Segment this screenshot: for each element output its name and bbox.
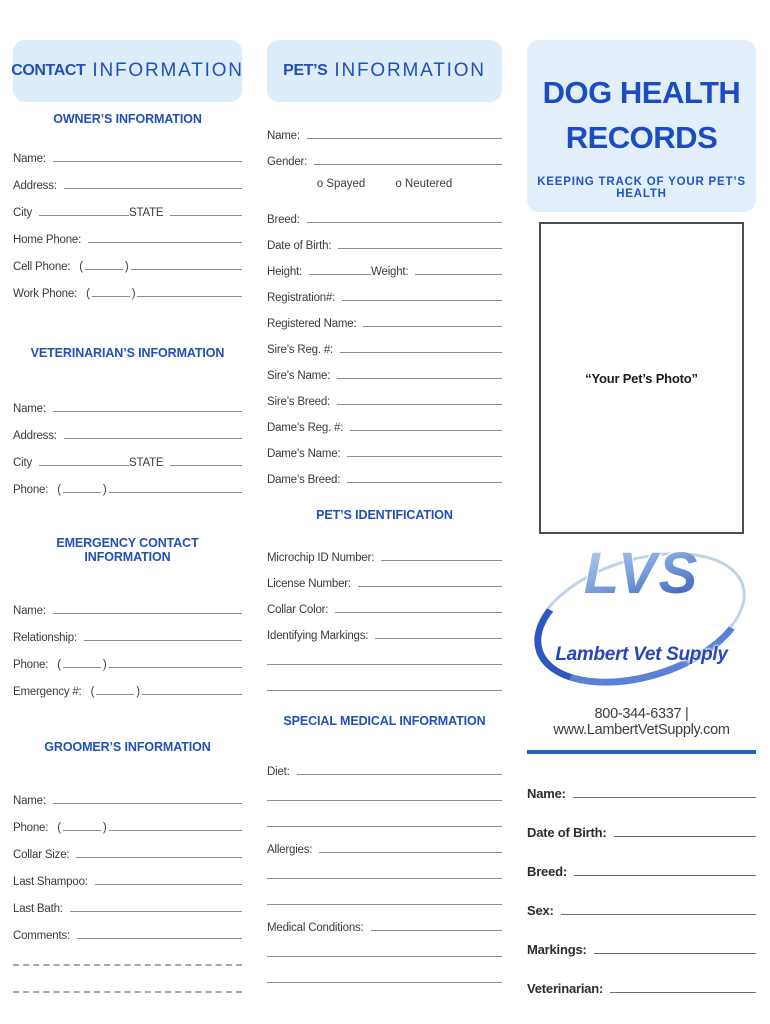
form-row (267, 278, 502, 304)
fill-in-line[interactable] (70, 909, 242, 912)
field-label: Markings: (527, 942, 587, 957)
contact-information-header (13, 40, 242, 102)
form-row (13, 273, 242, 300)
title-line-2: RECORDS (565, 120, 718, 155)
title-line-1: DOG HEALTH (542, 75, 741, 110)
form-row (267, 434, 502, 460)
field-label: Home Phone: (13, 234, 82, 246)
field-label: Microchip ID Number: (267, 552, 375, 564)
form-row (527, 840, 756, 879)
field-label: City (13, 207, 33, 219)
field-label: Collar Size: (13, 849, 70, 861)
pets-information-panel (267, 40, 502, 986)
fill-in-line[interactable] (347, 454, 502, 457)
field-label: ) (131, 288, 136, 300)
fill-in-line[interactable] (64, 186, 242, 189)
section-title: PET’S IDENTIFICATION (316, 508, 453, 522)
field-label: Last Bath: (13, 903, 63, 915)
header-lead-text: PET’S (283, 62, 328, 79)
field-label: ( (79, 261, 83, 273)
field-label: Name: (267, 130, 300, 142)
field-label: Veterinarian: (527, 981, 604, 996)
form-section (267, 508, 502, 694)
field-label: Phone: (13, 484, 49, 496)
fill-in-line[interactable] (267, 688, 502, 691)
field-label: Sex: (527, 903, 554, 918)
form-row (13, 807, 242, 834)
form-row (267, 642, 502, 668)
fill-in-line[interactable] (13, 962, 242, 966)
fill-in-line[interactable] (267, 902, 502, 905)
form-row (13, 388, 242, 415)
title-banner (527, 40, 756, 212)
field-label: Gender: (267, 156, 308, 168)
form-row (13, 617, 242, 644)
fill-in-line[interactable] (335, 610, 502, 613)
form-row (267, 856, 502, 882)
field-label: Address: (13, 180, 57, 192)
fill-in-line[interactable] (170, 463, 242, 466)
fill-in-line[interactable] (267, 798, 502, 801)
form-row (13, 469, 242, 496)
fill-in-line[interactable] (95, 882, 242, 885)
fill-in-line[interactable] (170, 213, 242, 216)
form-row (267, 538, 502, 564)
form-row (267, 116, 502, 142)
field-label: Date of Birth: (267, 240, 332, 252)
fill-in-line[interactable] (371, 928, 502, 931)
fill-in-line[interactable] (53, 159, 242, 162)
form-row (267, 830, 502, 856)
form-row (13, 671, 242, 698)
fill-in-line[interactable] (573, 795, 756, 798)
fill-in-line[interactable] (350, 428, 502, 431)
phone-and-website-text: 800-344-6337 | www.LambertVetSupply.com (553, 706, 730, 738)
fill-in-line[interactable] (297, 772, 502, 775)
form-row (13, 969, 242, 996)
fill-in-line[interactable] (63, 490, 101, 493)
form-section (13, 346, 242, 496)
field-label: Comments: (13, 930, 70, 942)
fill-in-line[interactable] (614, 834, 756, 837)
field-label: Sire’s Name: (267, 370, 331, 382)
form-row (13, 644, 242, 671)
section-title: EMERGENCY CONTACT INFORMATION (56, 536, 199, 564)
field-label: Identifying Markings: (267, 630, 369, 642)
field-label: Date of Birth: (527, 825, 607, 840)
fill-in-line[interactable] (267, 876, 502, 879)
pet-photo-placeholder-box[interactable] (539, 222, 744, 534)
field-label: Name: (13, 153, 46, 165)
fill-in-line[interactable] (338, 246, 502, 249)
form-row (13, 165, 242, 192)
fill-in-line[interactable] (267, 662, 502, 665)
form-row (527, 918, 756, 957)
form-row (267, 460, 502, 486)
lambert-vet-supply-logo (527, 538, 756, 700)
field-label: ) (102, 659, 107, 671)
field-label: License Number: (267, 578, 351, 590)
field-label: Phone: (13, 822, 49, 834)
header-rest-text: INFORMATION (334, 60, 486, 81)
form-row (267, 934, 502, 960)
field-label: Name: (13, 795, 46, 807)
form-row (267, 382, 502, 408)
field-label: STATE (129, 207, 164, 219)
fill-in-line[interactable] (314, 162, 502, 165)
form-row (527, 801, 756, 840)
field-label: ( (57, 659, 61, 671)
form-section (267, 116, 502, 486)
form-row (13, 192, 242, 219)
fill-in-line[interactable] (375, 636, 502, 639)
field-label: Last Shampoo: (13, 876, 88, 888)
field-label: Weight: (371, 266, 409, 278)
page-title (527, 40, 756, 160)
header-lead-text: CONTACT (11, 62, 86, 79)
form-row (527, 957, 756, 996)
fill-in-line[interactable] (610, 990, 756, 993)
fill-in-line[interactable] (381, 558, 502, 561)
fill-in-line[interactable] (88, 240, 242, 243)
form-row (267, 804, 502, 830)
field-label: Emergency #: (13, 686, 82, 698)
form-row (267, 564, 502, 590)
form-section (13, 112, 242, 300)
fill-in-line[interactable] (53, 801, 242, 804)
field-label: Sire’s Breed: (267, 396, 331, 408)
form-row (13, 915, 242, 942)
option-row (267, 168, 502, 200)
section-title: VETERINARIAN’S INFORMATION (30, 346, 225, 360)
fill-in-line[interactable] (363, 324, 502, 327)
field-label: Breed: (527, 864, 567, 879)
field-label: Dame’s Breed: (267, 474, 341, 486)
form-row (267, 142, 502, 168)
fill-in-line[interactable] (337, 402, 502, 405)
fill-in-line[interactable] (347, 480, 502, 483)
form-row (267, 252, 502, 278)
field-label: ) (102, 484, 107, 496)
fill-in-line[interactable] (574, 873, 756, 876)
fill-in-line[interactable] (309, 272, 371, 275)
fill-in-line[interactable] (319, 850, 502, 853)
fill-in-line[interactable] (337, 376, 502, 379)
field-label: Work Phone: (13, 288, 78, 300)
page-subtitle: KEEPING TRACK OF YOUR PET’S HEALTH (537, 176, 746, 200)
field-label: ) (124, 261, 129, 273)
field-label: Address: (13, 430, 57, 442)
field-label: Height: (267, 266, 303, 278)
fill-in-line[interactable] (77, 936, 242, 939)
field-label: ) (102, 822, 107, 834)
pets-information-header (267, 40, 502, 102)
fill-in-line[interactable] (53, 409, 242, 412)
cover-panel (527, 40, 756, 996)
form-row (527, 879, 756, 918)
contact-information-panel (13, 40, 242, 996)
fill-in-line[interactable] (340, 350, 502, 353)
section-title: OWNER’S INFORMATION (53, 112, 202, 126)
field-label: Registration#: (267, 292, 336, 304)
fill-in-line[interactable] (76, 855, 242, 858)
form-row (267, 356, 502, 382)
form-row (527, 762, 756, 801)
form-row (13, 219, 242, 246)
fill-in-line[interactable] (594, 951, 756, 954)
header-rest-text: INFORMATION (92, 60, 244, 81)
field-label: Allergies: (267, 844, 313, 856)
fill-in-line[interactable] (267, 954, 502, 957)
form-section (13, 740, 242, 996)
form-row (267, 908, 502, 934)
fill-in-line[interactable] (137, 294, 242, 297)
checkbox-option[interactable]: o Spayed (316, 178, 366, 190)
form-row (267, 330, 502, 356)
form-row (13, 138, 242, 165)
fill-in-line[interactable] (109, 490, 242, 493)
fill-in-line[interactable] (109, 828, 242, 831)
field-label: Dame’s Reg. #: (267, 422, 344, 434)
field-label: ( (57, 484, 61, 496)
fill-in-line[interactable] (85, 267, 123, 270)
form-row (13, 888, 242, 915)
pet-photo-placeholder-text: “Your Pet’s Photo” (585, 370, 698, 386)
form-row (267, 408, 502, 434)
fill-in-line[interactable] (142, 692, 242, 695)
field-label: Name: (527, 786, 566, 801)
contact-sections (13, 112, 242, 996)
fill-in-line[interactable] (415, 272, 502, 275)
form-row (267, 200, 502, 226)
fill-in-line[interactable] (358, 584, 502, 587)
fill-in-line[interactable] (109, 665, 242, 668)
form-row (13, 834, 242, 861)
form-row (267, 778, 502, 804)
field-label: Name: (13, 605, 46, 617)
form-row (13, 942, 242, 969)
form-row (13, 246, 242, 273)
form-row (13, 780, 242, 807)
fill-in-line[interactable] (131, 267, 242, 270)
form-row (267, 752, 502, 778)
field-label: STATE (129, 457, 164, 469)
field-label: Breed: (267, 214, 300, 226)
form-row (13, 442, 242, 469)
form-row (267, 226, 502, 252)
fill-in-line[interactable] (13, 989, 242, 993)
field-label: Registered Name: (267, 318, 357, 330)
field-label: Phone: (13, 659, 49, 671)
form-row (267, 960, 502, 986)
form-row (267, 590, 502, 616)
field-label: ( (90, 686, 95, 698)
fill-in-line[interactable] (53, 611, 242, 614)
form-row (267, 668, 502, 694)
field-label: ) (136, 686, 140, 698)
field-label: Medical Conditions: (267, 922, 364, 934)
fill-in-line[interactable] (39, 463, 129, 466)
fill-in-line[interactable] (64, 436, 242, 439)
form-row (267, 616, 502, 642)
fill-in-line[interactable] (561, 912, 756, 915)
form-row (267, 882, 502, 908)
fill-in-line[interactable] (39, 213, 129, 216)
fill-in-line[interactable] (84, 638, 242, 641)
form-section (13, 536, 242, 698)
fill-in-line[interactable] (342, 298, 502, 301)
form-row (13, 415, 242, 442)
fill-in-line[interactable] (63, 665, 101, 668)
field-label: Dame’s Name: (267, 448, 341, 460)
form-row (267, 304, 502, 330)
fill-in-line[interactable] (63, 828, 101, 831)
fill-in-line[interactable] (307, 136, 502, 139)
section-title: SPECIAL MEDICAL INFORMATION (283, 714, 486, 728)
form-section (267, 714, 502, 986)
section-title: GROOMER’S INFORMATION (44, 740, 211, 754)
pets-sections (267, 116, 502, 986)
field-label: Cell Phone: (13, 261, 71, 273)
fill-in-line[interactable] (307, 220, 502, 223)
field-label: Name: (13, 403, 46, 415)
fill-in-line[interactable] (96, 692, 134, 695)
field-label: City (13, 457, 33, 469)
blue-divider-rule (527, 750, 756, 754)
field-label: ( (57, 822, 61, 834)
field-label: Sire’s Reg. #: (267, 344, 334, 356)
form-row (13, 861, 242, 888)
field-label: ( (86, 288, 90, 300)
cover-fields (527, 762, 756, 996)
field-label: Collar Color: (267, 604, 329, 616)
field-label: Relationship: (13, 632, 77, 644)
form-row (13, 590, 242, 617)
fill-in-line[interactable] (267, 980, 502, 983)
fill-in-line[interactable] (267, 824, 502, 827)
logo-acronym: LVS (527, 540, 756, 607)
logo-company-name: Lambert Vet Supply (555, 644, 728, 665)
field-label: Diet: (267, 766, 290, 778)
fill-in-line[interactable] (92, 294, 130, 297)
checkbox-option[interactable]: o Neutered (395, 178, 453, 190)
